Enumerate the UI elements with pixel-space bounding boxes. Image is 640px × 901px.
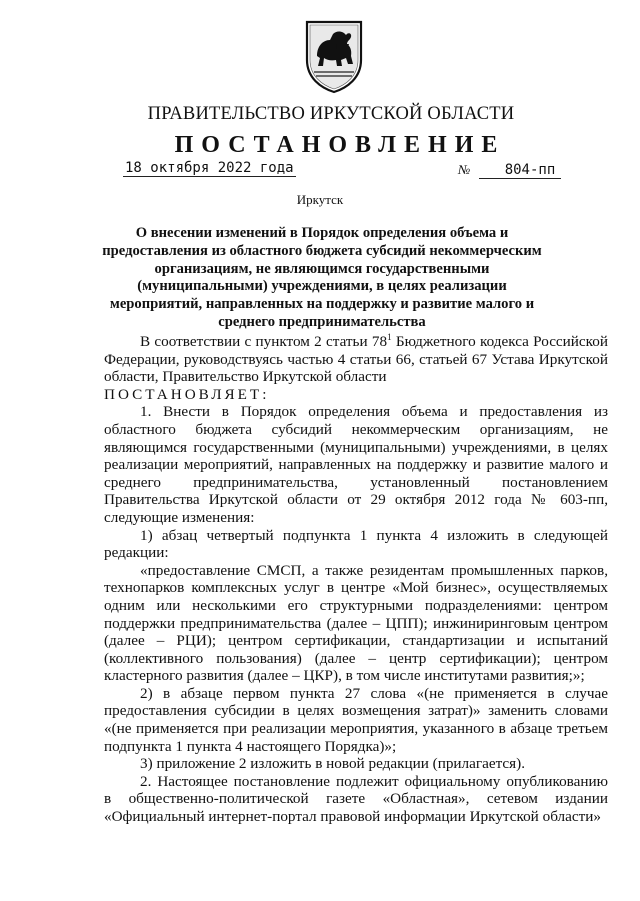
paragraph-1-2: 2) в абзаце первом пункта 27 слова «(не применяется в случае предоставления субсидии в целях возмещения затрат)» заменить словами «(не применяется при реализации мероприятия, указанного в абзаце третьем подпункта 1 пункта 4 настоящего Порядка)»;: [104, 684, 608, 755]
date-value: 18 октября 2022 года: [125, 160, 294, 176]
paragraph-1: 1. Внести в Порядок определения объема и предоставления из областного бюджета субсидий некоммерческим организациям, не являющимся государственными (муниципальными) учреждениями, в целях реализации мероприятий, направленных на поддержку и развитие малого и среднего предпринимательства, установленный постановлением Правительства Иркутской области от 29 октября 2012 года № 603-пп, следующие изменения:: [104, 403, 608, 526]
number-value: 804-пп: [479, 162, 561, 179]
intro-paragraph: [104, 333, 608, 386]
document-date: [123, 160, 296, 176]
document-title: О внесении изменений в Порядок определения объема и предоставления из областного бюджета субсидий некоммерческим организациям, не являющимся государственными (муниципальными) учреждениями, в целях реализации мероприятий, направленных на поддержку и развитие малого и среднего предпринимательства: [102, 225, 542, 330]
paragraph-quote: «предоставление СМСП, а также резидентам промышленных парков, технопарков комплексных услуг в центре «Мой бизнес», осуществляемых одним или несколькими его структурными подразделениями: центром поддержки предпринимательства (далее – ЦПП); инжиниринговым центром (далее – РЦИ); центром сертификации, стандартизации и испытаний (коллективного пользования) (далее – центр сертификации); центром кластерного развития (далее – ЦКР), в том числе институтами развития;»;: [104, 561, 608, 685]
number-sign: №: [458, 162, 471, 177]
city-name: Иркутск: [296, 192, 344, 207]
paragraph-1-3: 3) приложение 2 изложить в новой редакции (прилагается).: [140, 755, 525, 773]
paragraph-2: 2. Настоящее постановление подлежит официальному опубликованию в общественно-политической газете «Областная», сетевом издании «Официальный интернет-портал правовой информации Иркутской области»: [104, 772, 608, 826]
organization-name: ПРАВИТЕЛЬСТВО ИРКУТСКОЙ ОБЛАСТИ: [147, 104, 515, 124]
paragraph-1-1: 1) абзац четвертый подпункта 1 пункта 4 изложить в следующей редакции:: [104, 526, 608, 562]
coat-of-arms-emblem: [303, 16, 365, 94]
article-superscript: 1: [387, 331, 392, 342]
document-type-heading: ПОСТАНОВЛЕНИЕ: [174, 132, 506, 158]
intro-text-b: Бюджетного кодекса Российской Федерации, руководствуясь частью 4 статьи 66, статьей 67 Устава Иркутской области, Правительство Иркутской области: [104, 333, 608, 386]
document-number: [458, 162, 561, 179]
decree-word: ПОСТАНОВЛЯЕТ:: [104, 385, 270, 403]
document-body: [104, 333, 608, 826]
intro-text-a: В соответствии с пунктом 2 статьи 78: [140, 333, 388, 350]
